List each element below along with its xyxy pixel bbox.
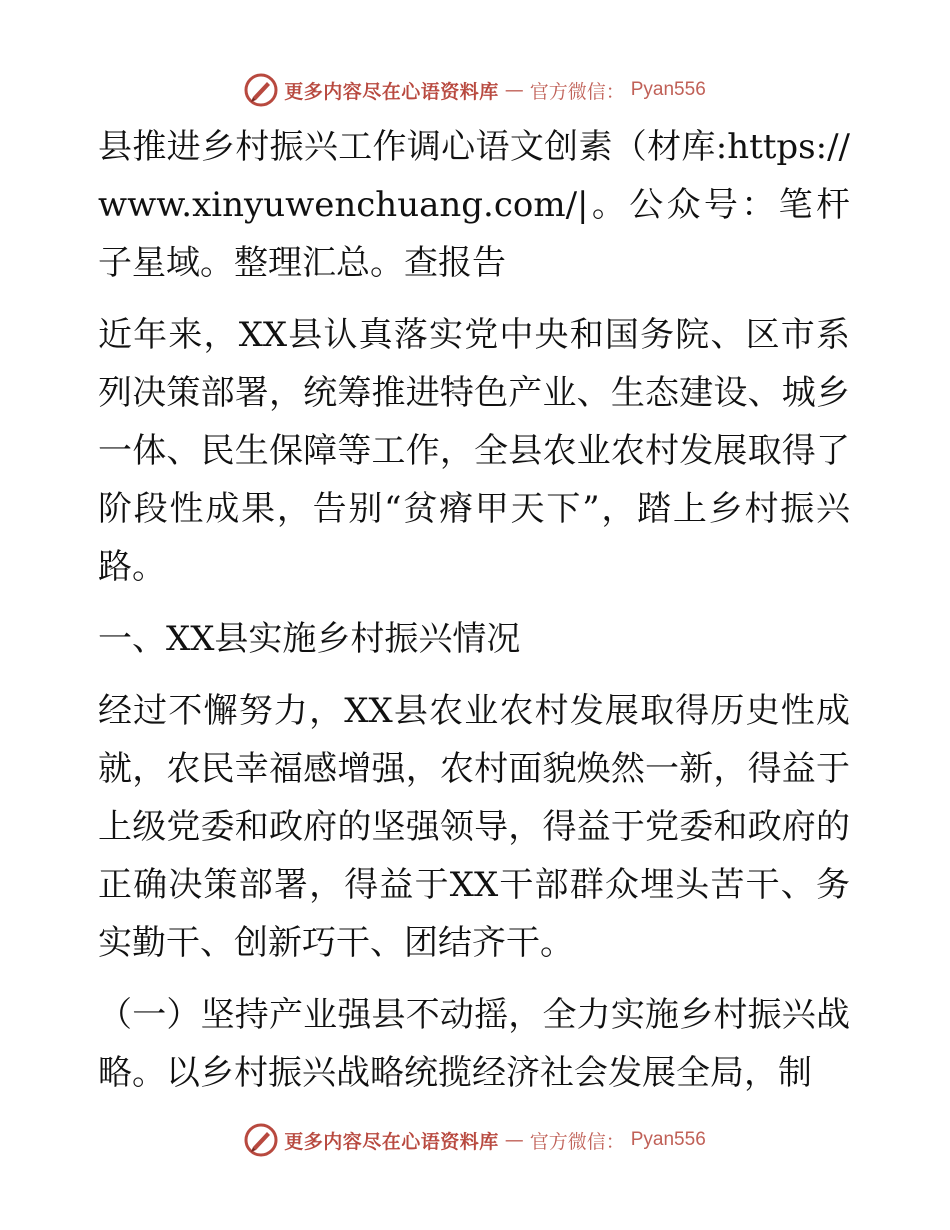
- watermark-dash: —: [504, 1129, 524, 1151]
- document-body: [98, 118, 850, 1116]
- watermark-main-text: 更多内容尽在心语资料库: [284, 80, 499, 103]
- watermark-channel-text: 官方微信：: [529, 1130, 625, 1153]
- section-paragraph: 经过不懈努力，XX县农业农村发展取得历史性成就，农民幸福感增强，农村面貌焕然一新，得益于上级党委和政府的坚强领导，得益于党委和政府的正确决策部署，得益于XX干部群众埋头苦干、务实勤干、创新巧干、团结齐干。: [98, 691, 850, 963]
- subsection-paragraph: （一）坚持产业强县不动摇，全力实施乡村振兴战略。以乡村振兴战略统揽经济社会发展全局，制: [98, 995, 850, 1093]
- watermark-wechat-id: Pyan556: [630, 1129, 706, 1150]
- watermark-main-text: 更多内容尽在心语资料库: [284, 1130, 499, 1153]
- section-heading: 一、XX县实施乡村振兴情况: [98, 619, 521, 659]
- watermark-channel-text: 官方微信：: [529, 80, 625, 103]
- watermark-dash: —: [504, 79, 524, 101]
- header-watermark: [0, 70, 950, 110]
- pen-logo-icon: [244, 1123, 278, 1157]
- footer-watermark: [0, 1120, 950, 1160]
- intro-paragraph: 近年来，XX县认真落实党中央和国务院、区市系列决策部署，统筹推进特色产业、生态建设、城乡一体、民生保障等工作，全县农业农村发展取得了阶段性成果，告别“贫瘠甲天下”，踏上乡村振兴路。: [98, 315, 850, 587]
- watermark-wechat-id: Pyan556: [630, 79, 706, 100]
- document-title: 县推进乡村振兴工作调心语文创素（材库:https://www.xinyuwenchuang.com/|。公众号：笔杆子星域。整理汇总。查报告: [98, 127, 850, 283]
- pen-logo-icon: [244, 73, 278, 107]
